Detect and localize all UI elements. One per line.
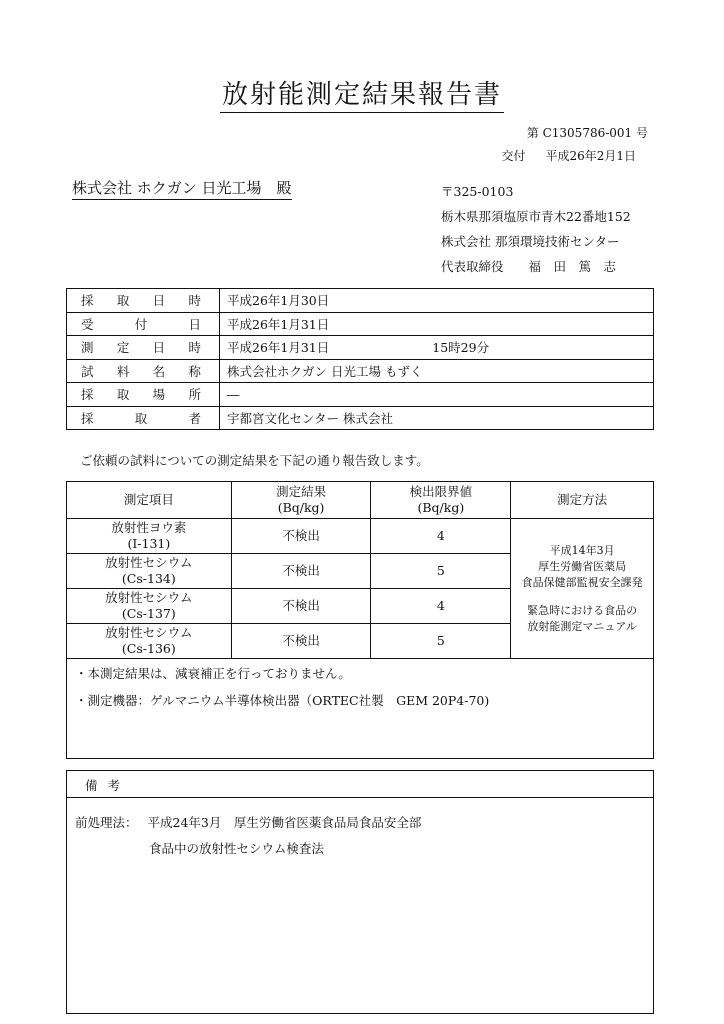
header-item: 測定項目 (67, 482, 232, 519)
table-row (67, 406, 654, 430)
method-cell: 平成14年3月 厚生労働省医薬局 食品保健部監視安全課発 緊急時における食品の 放射能測定マニュアル (511, 519, 654, 659)
result-cell: 不検出 (231, 624, 371, 659)
issue-date (501, 147, 636, 164)
pretreatment-label: 前処理法： (75, 815, 138, 830)
sample-info-table (66, 288, 654, 430)
table-row (67, 519, 654, 554)
result-cell: 不検出 (231, 554, 371, 589)
header-limit: 検出限界値 (Bq/kg) (371, 482, 511, 519)
row-value: 株式会社ホクガン 日光工場 もずく (220, 359, 654, 383)
measurement-time: 15時29分 (432, 340, 490, 356)
table-row (67, 312, 654, 336)
remarks-heading: 備考 (85, 778, 131, 793)
measurement-notes (66, 657, 654, 759)
row-label: 採 取 場 所 (67, 383, 220, 407)
header-result: 測定結果 (Bq/kg) (231, 482, 371, 519)
limit-cell: 5 (371, 554, 511, 589)
document-number: 第 C1305786-001 号 (526, 126, 648, 140)
pretreatment-line1: 平成24年3月 厚生労働省医薬食品局食品安全部 (147, 815, 422, 830)
recipient-name: 株式会社 ホクガン 日光工場 殿 (72, 177, 292, 200)
table-row (67, 336, 654, 360)
row-value: ― (220, 383, 654, 407)
row-label: 採 取 者 (67, 406, 220, 430)
table-row (67, 359, 654, 383)
result-cell: 不検出 (231, 589, 371, 624)
limit-cell: 5 (371, 624, 511, 659)
issue-label: 交付 (501, 149, 526, 163)
results-table (66, 481, 654, 659)
table-row (67, 383, 654, 407)
row-value: 平成26年1月31日 15時29分 (220, 336, 654, 360)
issue-date-value: 平成26年2月1日 (545, 149, 636, 163)
table-header-row (67, 482, 654, 519)
nuclide-cell: 放射性ヨウ素 (I-131) (67, 519, 232, 554)
row-value: 宇都宮文化センター 株式会社 (220, 406, 654, 430)
result-cell: 不検出 (231, 519, 371, 554)
document-title: 放射能測定結果報告書 (0, 74, 724, 111)
pretreatment-line2: 食品中の放射性セシウム検査法 (149, 841, 324, 856)
pretreatment-method (75, 813, 421, 831)
remarks-divider (67, 797, 653, 798)
header-method: 測定方法 (511, 482, 654, 519)
remarks-box (66, 770, 654, 1014)
limit-cell: 4 (371, 519, 511, 554)
nuclide-cell: 放射性セシウム (Cs-136) (67, 624, 232, 659)
row-value: 平成26年1月31日 (220, 312, 654, 336)
row-label: 採 取 日 時 (67, 289, 220, 313)
sender-postal-code: 〒325-0103 (441, 184, 514, 199)
limit-cell: 4 (371, 589, 511, 624)
sender-company: 株式会社 那須環境技術センター (441, 234, 620, 249)
note-decay-correction: ・本測定結果は、減衰補正を行っておりません。 (75, 666, 351, 681)
note-instrument: ・測定機器：ゲルマニウム半導体検出器（ORTEC社製 GEM 20P4-70) (75, 693, 490, 708)
sender-representative: 代表取締役 福 田 篤 志 (441, 259, 617, 274)
row-label: 試 料 名 称 (67, 359, 220, 383)
row-value: 平成26年1月30日 (220, 289, 654, 313)
nuclide-cell: 放射性セシウム (Cs-134) (67, 554, 232, 589)
row-label: 受 付 日 (67, 312, 220, 336)
sender-address: 栃木県那須塩原市青木22番地152 (441, 209, 631, 224)
intro-text: ご依頼の試料についての測定結果を下記の通り報告致します。 (80, 453, 429, 468)
row-label: 測 定 日 時 (67, 336, 220, 360)
nuclide-cell: 放射性セシウム (Cs-137) (67, 589, 232, 624)
table-row (67, 289, 654, 313)
